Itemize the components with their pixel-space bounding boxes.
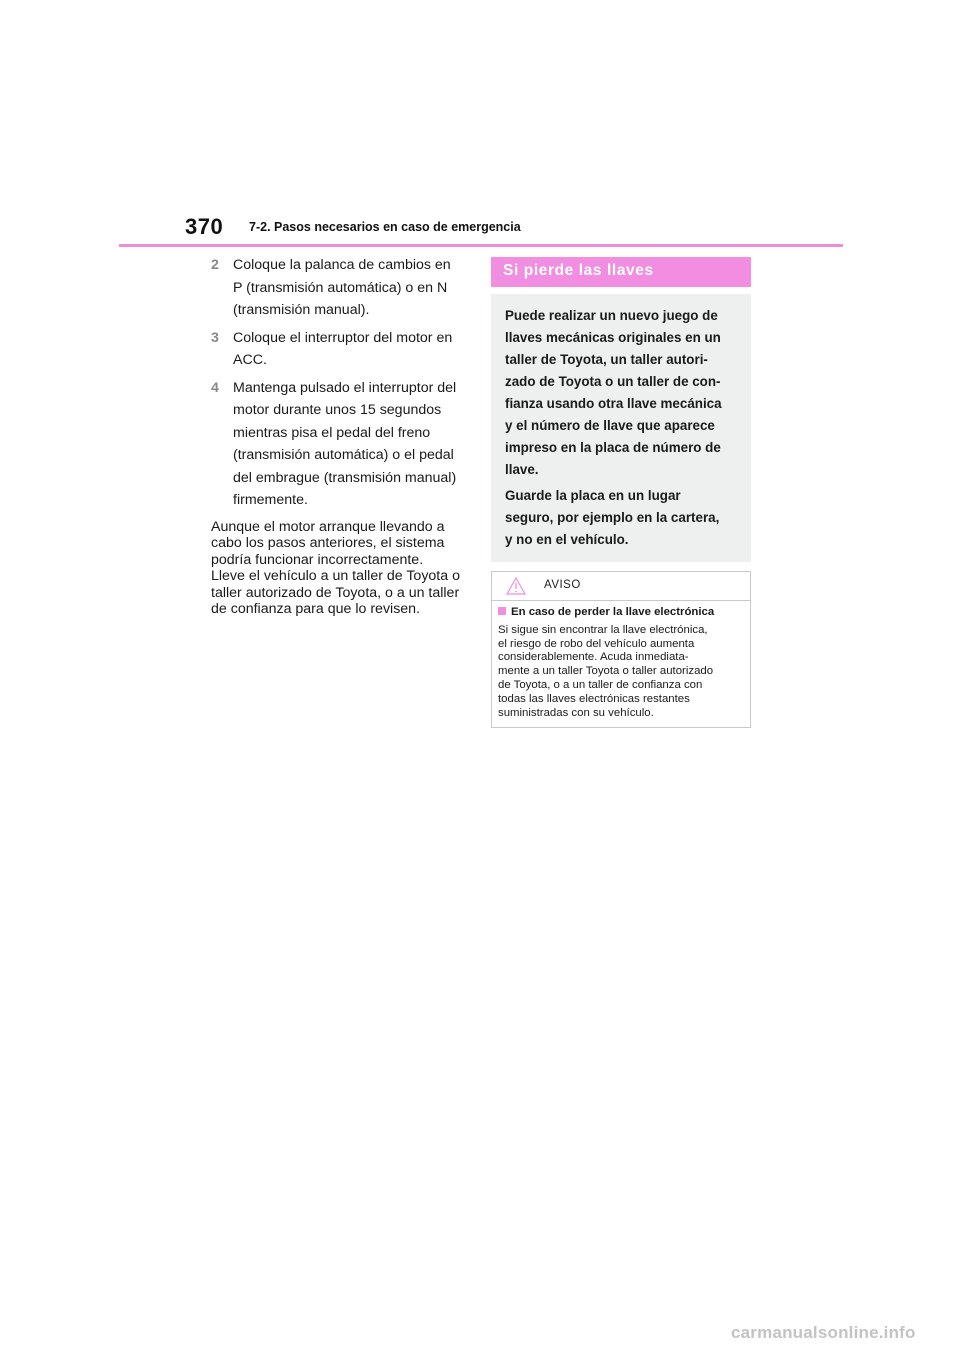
info-line: llaves mecánicas originales en un (505, 330, 721, 345)
info-paragraph-1 (505, 305, 737, 481)
step-number: 3 (211, 329, 219, 346)
left-column (211, 254, 469, 618)
para-line: Lleve el vehículo a un taller de Toyota o (211, 568, 460, 584)
step-line: ACC. (233, 352, 267, 368)
step-line: firmemente. (233, 492, 308, 508)
step-2 (211, 254, 469, 322)
info-line: llave. (505, 462, 539, 477)
info-line: fianza usando otra llave mecánica (505, 396, 722, 411)
square-bullet-icon (498, 607, 506, 615)
step-line: mientras pisa el pedal del freno (233, 424, 431, 441)
step-number: 2 (211, 257, 219, 273)
warning-line: el riesgo de robo del vehículo aumenta (498, 637, 695, 650)
warning-line: Si sigue sin encontrar la llave electrónica, (498, 623, 708, 636)
warning-title (498, 606, 744, 620)
para-line: Aunque el motor arranque llevando a (211, 518, 445, 535)
warning-line: mente a un taller Toyota o taller autorizado (498, 665, 714, 678)
step-3 (211, 327, 469, 372)
warning-line: suministradas con su vehículo. (498, 706, 654, 719)
para-line: podría funcionar incorrectamente. (211, 551, 424, 568)
step-line: P (transmisión automática) o en N (233, 279, 448, 296)
warning-header (492, 572, 750, 601)
step-number: 4 (211, 379, 219, 396)
warning-title-text: En caso de perder la llave electrónica (511, 606, 715, 618)
step-line: Coloque el interruptor del motor en (233, 329, 453, 346)
note-paragraph (211, 519, 469, 618)
info-line: Guarde la placa en un lugar (505, 488, 681, 503)
info-box (491, 294, 751, 562)
info-line: y el número de llave que aparece (505, 418, 715, 433)
warning-body (492, 601, 750, 727)
info-line: y no en el vehículo. (505, 532, 629, 547)
watermark: carmanualsonline.info (731, 1323, 916, 1342)
info-line: taller de Toyota, un taller autori- (505, 352, 708, 367)
step-4 (211, 377, 469, 512)
para-line: taller autorizado de Toyota, o a un taller (211, 584, 460, 601)
info-line: impreso en la placa de número de (505, 440, 721, 455)
step-line: (transmisión automática) o el pedal (233, 447, 454, 463)
section-banner: Si pierde las llaves (491, 257, 751, 287)
page-number: 370 (185, 214, 224, 239)
warning-line: todas las llaves electrónicas restantes (498, 692, 690, 705)
info-line: zado de Toyota o un taller de con- (505, 374, 721, 389)
step-line: Coloque la palanca de cambios en (233, 257, 451, 273)
info-line: Puede realizar un nuevo juego de (505, 308, 718, 323)
header-divider (119, 244, 843, 247)
para-line: de confianza para que lo revisen. (211, 601, 421, 617)
info-paragraph-2 (505, 485, 737, 551)
step-line: Mantenga pulsado el interruptor del (233, 379, 457, 396)
warning-label: AVISO (544, 579, 581, 591)
step-line: motor durante unos 15 segundos (233, 402, 442, 418)
warning-triangle-icon (506, 577, 526, 595)
right-column (491, 257, 751, 728)
warning-line: considerablemente. Acuda inmediata- (498, 651, 689, 664)
info-line: seguro, por ejemplo en la cartera, (505, 510, 720, 525)
warning-box (491, 571, 751, 728)
step-line: del embrague (transmisión manual) (233, 469, 457, 486)
section-heading: 7-2. Pasos necesarios en caso de emergencia (249, 220, 521, 234)
step-line: (transmisión manual). (233, 302, 370, 318)
warning-line: de Toyota, o a un taller de confianza con (498, 678, 703, 691)
para-line: cabo los pasos anteriores, el sistema (211, 535, 445, 551)
